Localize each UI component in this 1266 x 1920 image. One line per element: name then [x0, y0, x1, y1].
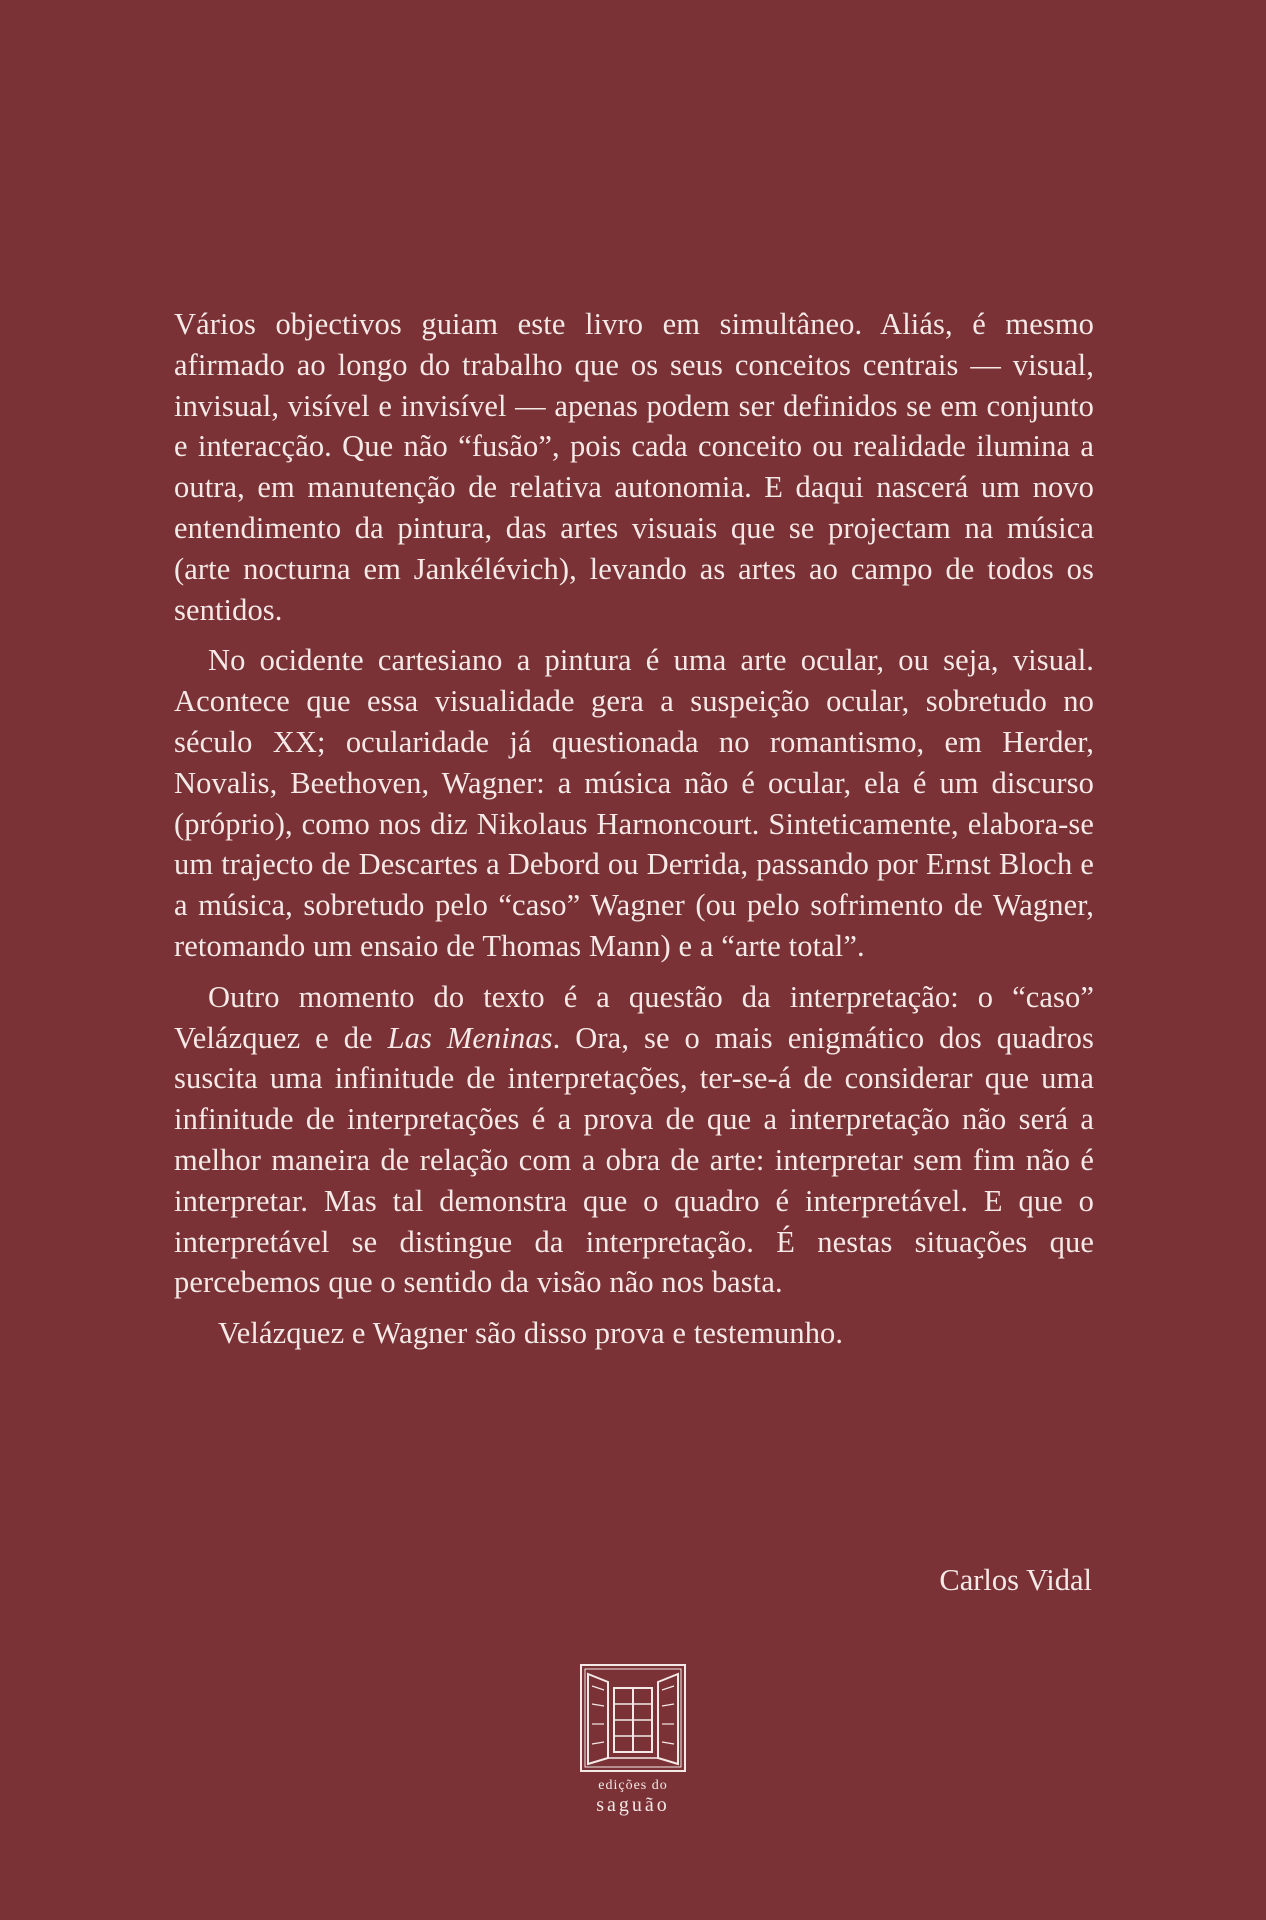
blurb-paragraph-3-end: . Ora, se o mais enigmático dos quadros suscita uma infinitude de interpretações, ter-se-á de considerar que uma infinitude de interpretações é a prova de que a interpretação não será a melhor maneira de relação com a obra de arte: interpretar sem fim não é interpretar. Mas tal demonstra que o quadro é interpretável. E que o interpretável se distingue da interpretação. É nestas situações que percebemos que o sentido da visão não nos basta.: [174, 1020, 1094, 1300]
publisher-name-line2: saguão: [596, 1794, 670, 1816]
blurb-paragraph-2: No ocidente cartesiano a pintura é uma arte ocular, ou seja, visual. Acontece que essa visualidade gera a suspeição ocular, sobretudo no século XX; ocularidade já questionada no romantismo, em Herder, Novalis, Beethoven, Wagner: a música não é ocular, ela é um discurso (próprio), como nos diz Nikolaus Harnoncourt. Sinteticamente, elabora-se um trajecto de Descartes a Debord ou Derrida, passando por Ernst Bloch e a música, sobretudo pelo “caso” Wagner (ou pelo sofrimento de Wagner, retomando um ensaio de Thomas Mann) e a “arte total”.: [174, 643, 1094, 963]
author-name: Carlos Vidal: [939, 1563, 1092, 1597]
blurb-paragraph-3-start: Outro momento do texto é a questão da interpretação: o “caso” Velázquez e de: [174, 979, 1094, 1055]
blurb-text: [174, 304, 1094, 1364]
window-icon: [578, 1662, 688, 1776]
blurb-paragraph-4: Velázquez e Wagner são disso prova e testemunho.: [218, 1316, 844, 1351]
publisher-name-line1: edições do: [598, 1778, 668, 1793]
blurb-paragraph-1: Vários objectivos guiam este livro em simultâneo. Aliás, é mesmo afirmado ao longo do trabalho que os seus conceitos centrais — visual, invisual, visível e invisível — apenas podem ser definidos se em conjunto e interacção. Que não “fusão”, pois cada conceito ou realidade ilumina a outra, em manutenção de relativa autonomia. E daqui nascerá um novo entendimento da pintura, das artes visuais que se projectam na música (arte nocturna em Jankélévich), levando as artes ao campo de todos os sentidos.: [174, 307, 1094, 627]
book-title-las-meninas: Las Meninas: [387, 1020, 553, 1055]
publisher-logo: [574, 1662, 692, 1852]
blurb-paragraph-3: [174, 977, 1094, 1303]
